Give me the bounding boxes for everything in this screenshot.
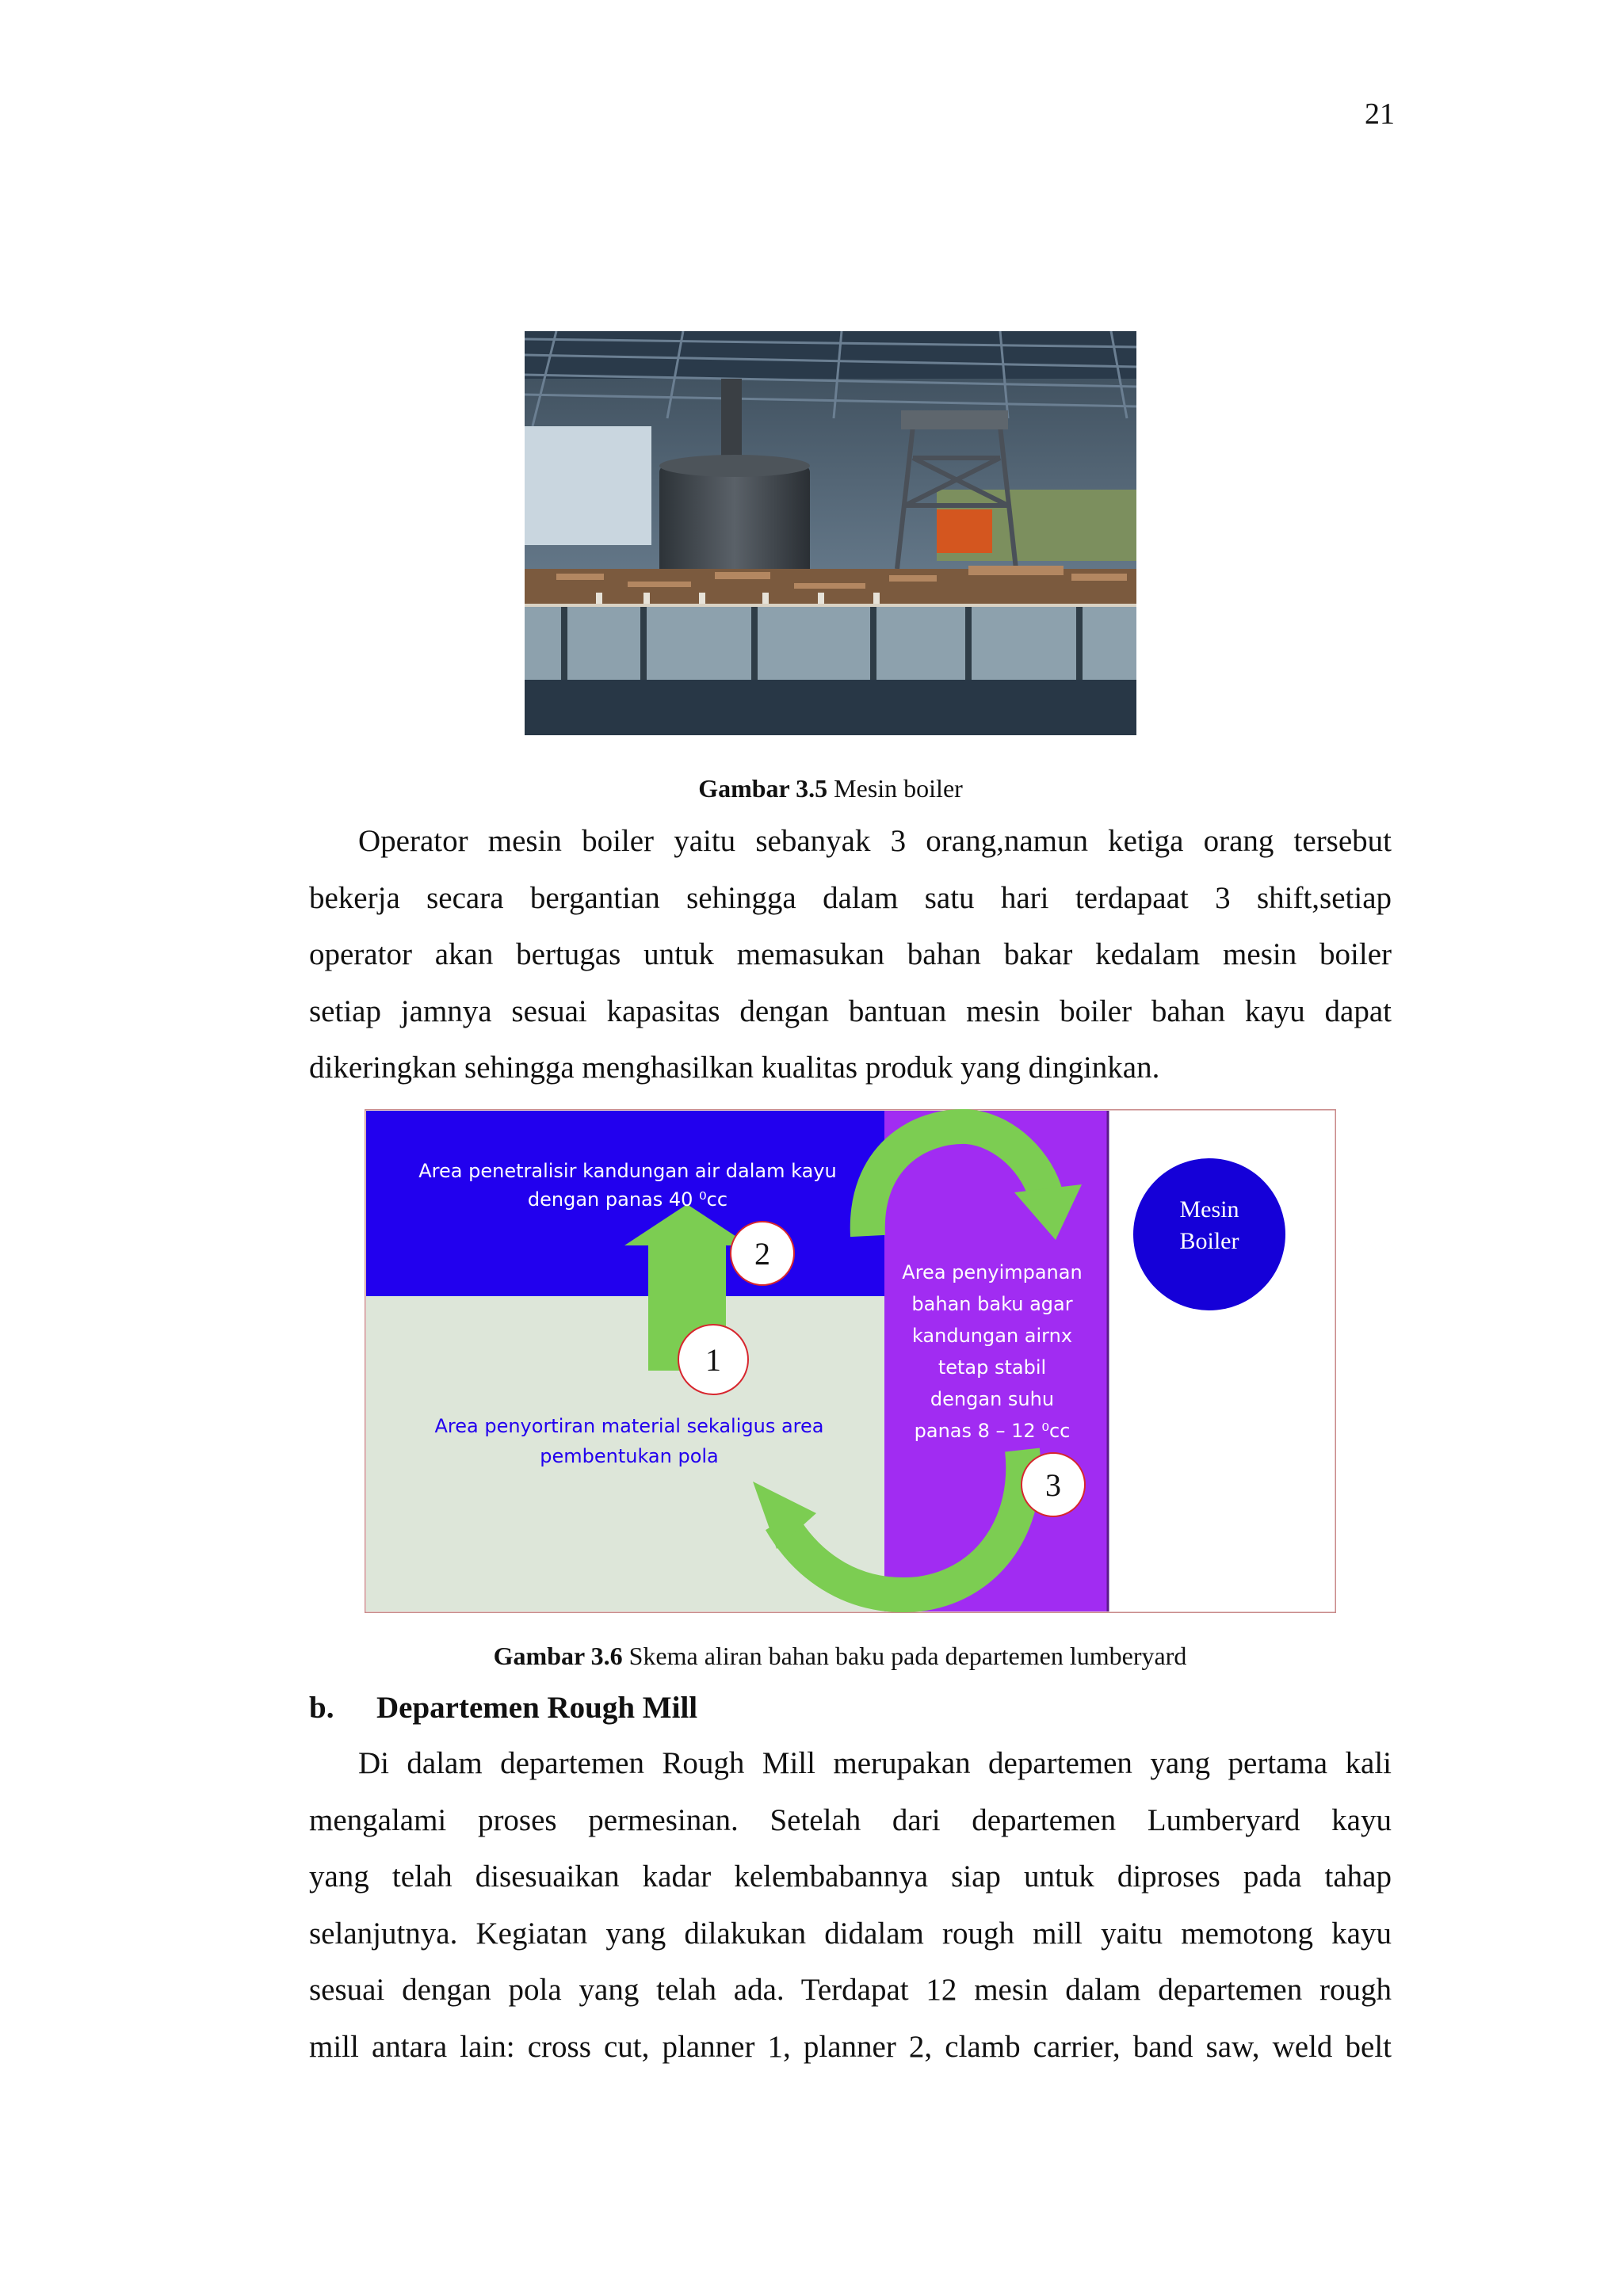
svg-text:3: 3 — [1045, 1467, 1061, 1503]
area-1-label-line-2: pembentukan pola — [540, 1445, 719, 1467]
area-1-label-line-1: Area penyortiran material sekaligus area — [434, 1415, 824, 1437]
paragraph-line: mengalami proses permesinan. Setelah dari departemen Lumberyard kayu — [309, 1802, 1392, 1837]
section-title: Departemen Rough Mill — [376, 1691, 698, 1725]
svg-text:bahan baku agar: bahan baku agar — [911, 1293, 1073, 1315]
svg-text:2: 2 — [754, 1236, 770, 1272]
svg-text:kandungan airnx: kandungan airnx — [911, 1325, 1073, 1347]
svg-text:panas 8 – 12 ⁰cc: panas 8 – 12 ⁰cc — [914, 1420, 1071, 1442]
boiler-photo — [525, 331, 1136, 735]
paragraph-line: Operator mesin boiler yaitu sebanyak 3 orang,namun ketiga orang tersebut — [358, 824, 1392, 858]
paragraph-line: yang telah disesuaikan kadar kelembabannya siap untuk diproses pada tahap — [309, 1859, 1392, 1894]
caption-label: Gambar 3.5 — [698, 774, 828, 803]
paragraph-line: operator akan bertugas untuk memasukan bahan bakar kedalam mesin boiler — [309, 937, 1392, 971]
paragraph-line: dikeringkan sehingga menghasilkan kualitas produk yang dinginkan. — [309, 1051, 1160, 1085]
area-2-label-line-1: Area penetralisir kandungan air dalam kayu — [418, 1160, 837, 1182]
paragraph-line: setiap jamnya sesuai kapasitas dengan bantuan mesin boiler bahan kayu dapat — [309, 994, 1392, 1028]
mesin-boiler-node — [1133, 1158, 1285, 1310]
lumberyard-flow-diagram — [365, 1109, 1336, 1613]
badge-1 — [678, 1325, 748, 1394]
paragraph-line: Di dalam departemen Rough Mill merupakan departemen yang pertama kali — [358, 1746, 1392, 1780]
svg-text:dengan suhu: dengan suhu — [930, 1388, 1055, 1410]
paragraph-boiler-operator — [309, 813, 1392, 1097]
paragraph-line: bekerja secara bergantian sehingga dalam satu hari terdapaat 3 shift,setiap — [309, 880, 1392, 915]
svg-text:Mesin: Mesin — [1179, 1196, 1239, 1222]
figure-3-5-caption — [525, 774, 1136, 803]
caption-label: Gambar 3.6 — [493, 1642, 623, 1670]
svg-text:Boiler: Boiler — [1179, 1228, 1239, 1254]
section-marker: b. — [309, 1691, 334, 1725]
paragraph-rough-mill — [309, 1735, 1392, 2075]
paragraph-line: selanjutnya. Kegiatan yang dilakukan didalam rough mill yaitu memotong kayu — [309, 1916, 1392, 1951]
svg-text:Area penyimpanan: Area penyimpanan — [902, 1261, 1083, 1283]
caption-text: Skema aliran bahan baku pada departemen lumberyard — [622, 1642, 1187, 1670]
svg-text:tetap stabil: tetap stabil — [938, 1356, 1047, 1379]
paragraph-line: mill antara lain: cross cut, planner 1, planner 2, clamb carrier, band saw, weld belt — [309, 2029, 1392, 2064]
page-number: 21 — [1365, 97, 1395, 131]
area-2-label-line-2: dengan panas 40 ⁰cc — [527, 1188, 728, 1211]
figure-3-6-caption — [444, 1642, 1236, 1671]
svg-text:1: 1 — [705, 1342, 721, 1378]
badge-2 — [731, 1222, 794, 1285]
badge-3 — [1022, 1453, 1085, 1516]
caption-text: Mesin boiler — [827, 774, 963, 803]
paragraph-line: sesuai dengan pola yang telah ada. Terdapat 12 mesin dalam departemen rough — [309, 1973, 1392, 2007]
